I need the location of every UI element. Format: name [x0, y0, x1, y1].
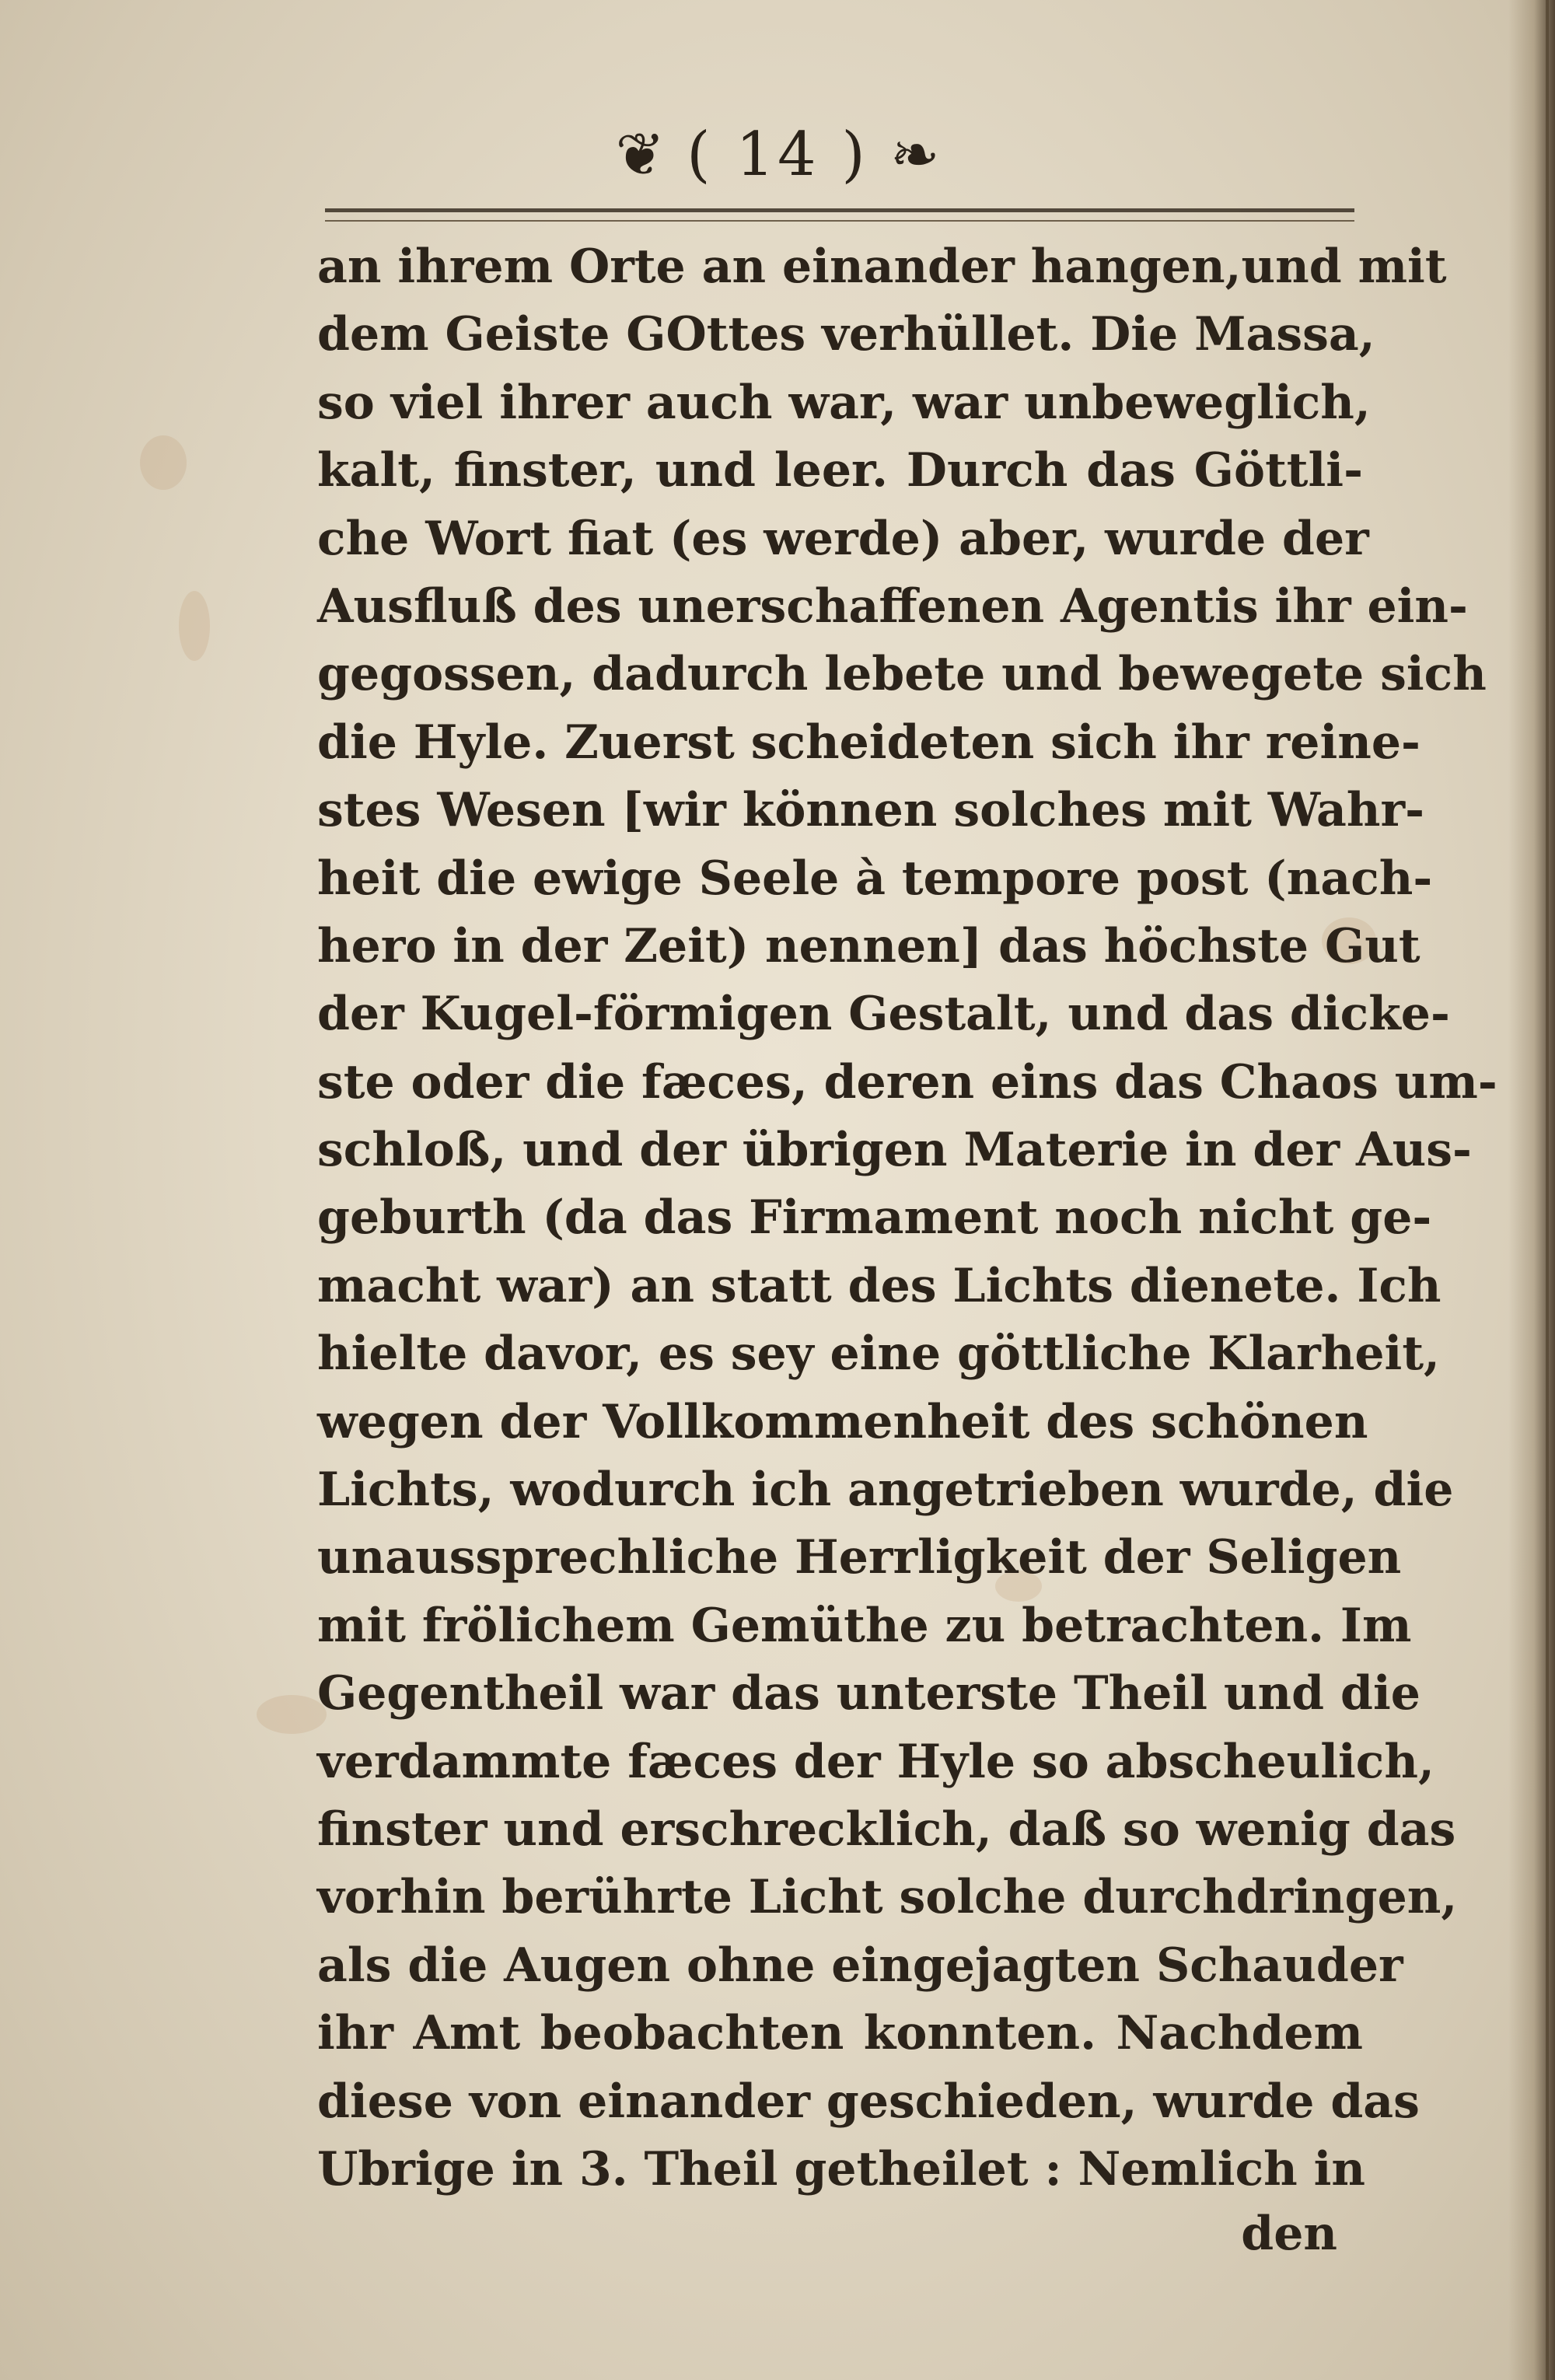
text-line: die Hyle. Zuerst scheideten sich ihr reine- — [317, 715, 1420, 770]
text-line: geburth (da das Firmament noch nicht ge- — [317, 1190, 1432, 1246]
text-line: diese von einander geschieden, wurde das — [317, 2074, 1420, 2129]
text-line: heit die ewige Seele à tempore post (nach- — [317, 851, 1433, 906]
foxing-spot — [140, 435, 187, 490]
body-text — [317, 233, 1497, 2204]
text-line: che Wort fiat (es werde) aber, wurde der — [317, 511, 1369, 566]
ornament-right-icon: ❧ — [889, 120, 940, 189]
text-line: finster und erschrecklich, daß so wenig das — [317, 1802, 1456, 1857]
ornament-left-icon: ❦ — [615, 120, 666, 189]
text-line: schloß, und der übrigen Materie in der Aus- — [317, 1123, 1472, 1178]
text-line: hero in der Zeit) nennen] das höchste Gut — [317, 918, 1420, 973]
text-line: ste oder die fæces, deren eins das Chaos um- — [317, 1054, 1497, 1110]
text-line: wegen der Vollkommenheit des schönen — [317, 1394, 1368, 1449]
binding-edge — [1546, 0, 1549, 2380]
text-line: stes Wesen [wir können solches mit Wahr- — [317, 783, 1424, 838]
text-line: unaussprechliche Herrligkeit der Seligen — [317, 1530, 1402, 1585]
text-line: ihr Amt beobachten konnten. Nachdem — [317, 2006, 1363, 2061]
text-line: Gegentheil war das unterste Theil und die — [317, 1666, 1420, 1721]
text-line: macht war) an statt des Lichts dienete. Ich — [317, 1258, 1441, 1313]
text-line: kalt, finster, und leer. Durch das Göttli- — [317, 443, 1363, 498]
text-line: gegossen, dadurch lebete und bewegete sich — [317, 647, 1487, 702]
text-line: Lichts, wodurch ich angetrieben wurde, die — [317, 1463, 1454, 1518]
text-line: so viel ihrer auch war, war unbeweglich, — [317, 375, 1371, 430]
foxing-spot — [257, 1695, 327, 1734]
text-line: vorhin berührte Licht solche durchdringen, — [317, 1870, 1458, 1925]
header-rule — [325, 208, 1354, 222]
text-line: hielte davor, es sey eine göttliche Klarheit, — [317, 1326, 1440, 1382]
page-number: ( 14 ) — [687, 120, 868, 190]
text-line: mit frölichem Gemüthe zu betrachten. Im — [317, 1598, 1412, 1653]
text-line: dem Geiste GOttes verhüllet. Die Massa, — [317, 307, 1375, 362]
text-line: verdammte fæces der Hyle so abscheulich, — [317, 1734, 1434, 1789]
text-line: der Kugel-förmigen Gestalt, und das dicke- — [317, 987, 1450, 1042]
foxing-spot — [179, 591, 210, 661]
text-line: an ihrem Orte an einander hangen,und mit — [317, 239, 1447, 294]
catchword: den — [1241, 2207, 1337, 2261]
text-line: Ubrige in 3. Theil getheilet : Nemlich in — [317, 2141, 1366, 2197]
text-line: Ausfluß des unerschaffenen Agentis ihr ein- — [317, 578, 1468, 634]
text-line: als die Augen ohne eingejagten Schauder — [317, 1938, 1403, 1993]
page-header — [0, 120, 1555, 210]
